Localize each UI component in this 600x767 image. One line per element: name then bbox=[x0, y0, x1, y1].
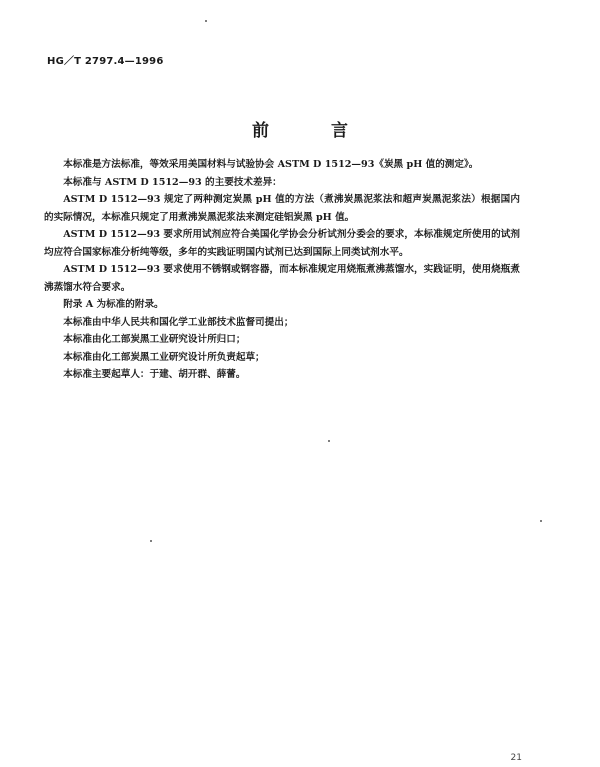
paragraph-standard-type: 本标准是方法标准，等效采用美国材料与试验协会 ASTM D 1512—93《炭黑 pH 值的测定》。 bbox=[63, 159, 479, 170]
paragraph-difference-method: ASTM D 1512—93 规定了两种测定炭黑 pH 值的方法（煮沸炭黑泥浆法和超声炭黑泥浆法）根据国内的实际情况，本标准只规定了用煮沸炭黑泥浆法来测定硅铝炭黑 pH 值。 bbox=[44, 194, 520, 223]
paragraph-proposed-by: 本标准由中华人民共和国化学工业部技术监督司提出； bbox=[63, 316, 294, 328]
document-number: HG／T 2797.4—1996 bbox=[47, 56, 164, 67]
preface-body bbox=[44, 156, 520, 384]
paragraph-centralized-by: 本标准由化工部炭黑工业研究设计所归口； bbox=[63, 334, 246, 345]
paragraph-appendix: 附录 A 为标准的附录。 bbox=[63, 299, 164, 310]
page-number: 21 bbox=[510, 753, 522, 763]
paragraph-drafters: 本标准主要起草人：于建、胡开群、薛蕾。 bbox=[63, 369, 246, 380]
paragraph-differences-intro: 本标准与 ASTM D 1512—93 的主要技术差异： bbox=[63, 176, 282, 188]
scan-speck bbox=[205, 20, 207, 22]
scan-speck bbox=[328, 440, 330, 442]
paragraph-drafted-by: 本标准由化工部炭黑工业研究设计所负责起草； bbox=[63, 351, 265, 363]
paragraph-difference-reagent: ASTM D 1512—93 要求所用试剂应符合美国化学协会分析试剂分委会的要求，本标准规定所使用的试剂均应符合国家标准分析纯等级，多年的实践证明国内试剂已达到国际上同类试剂水平。 bbox=[44, 229, 520, 258]
scan-speck bbox=[150, 540, 152, 542]
page-title: 前 言 bbox=[252, 121, 376, 141]
paragraph-difference-container: ASTM D 1512—93 要求使用不锈钢或钢容器，而本标准规定用烧瓶煮沸蒸馏水，实践证明，使用烧瓶煮沸蒸馏水符合要求。 bbox=[44, 264, 520, 293]
scan-speck bbox=[540, 520, 542, 522]
